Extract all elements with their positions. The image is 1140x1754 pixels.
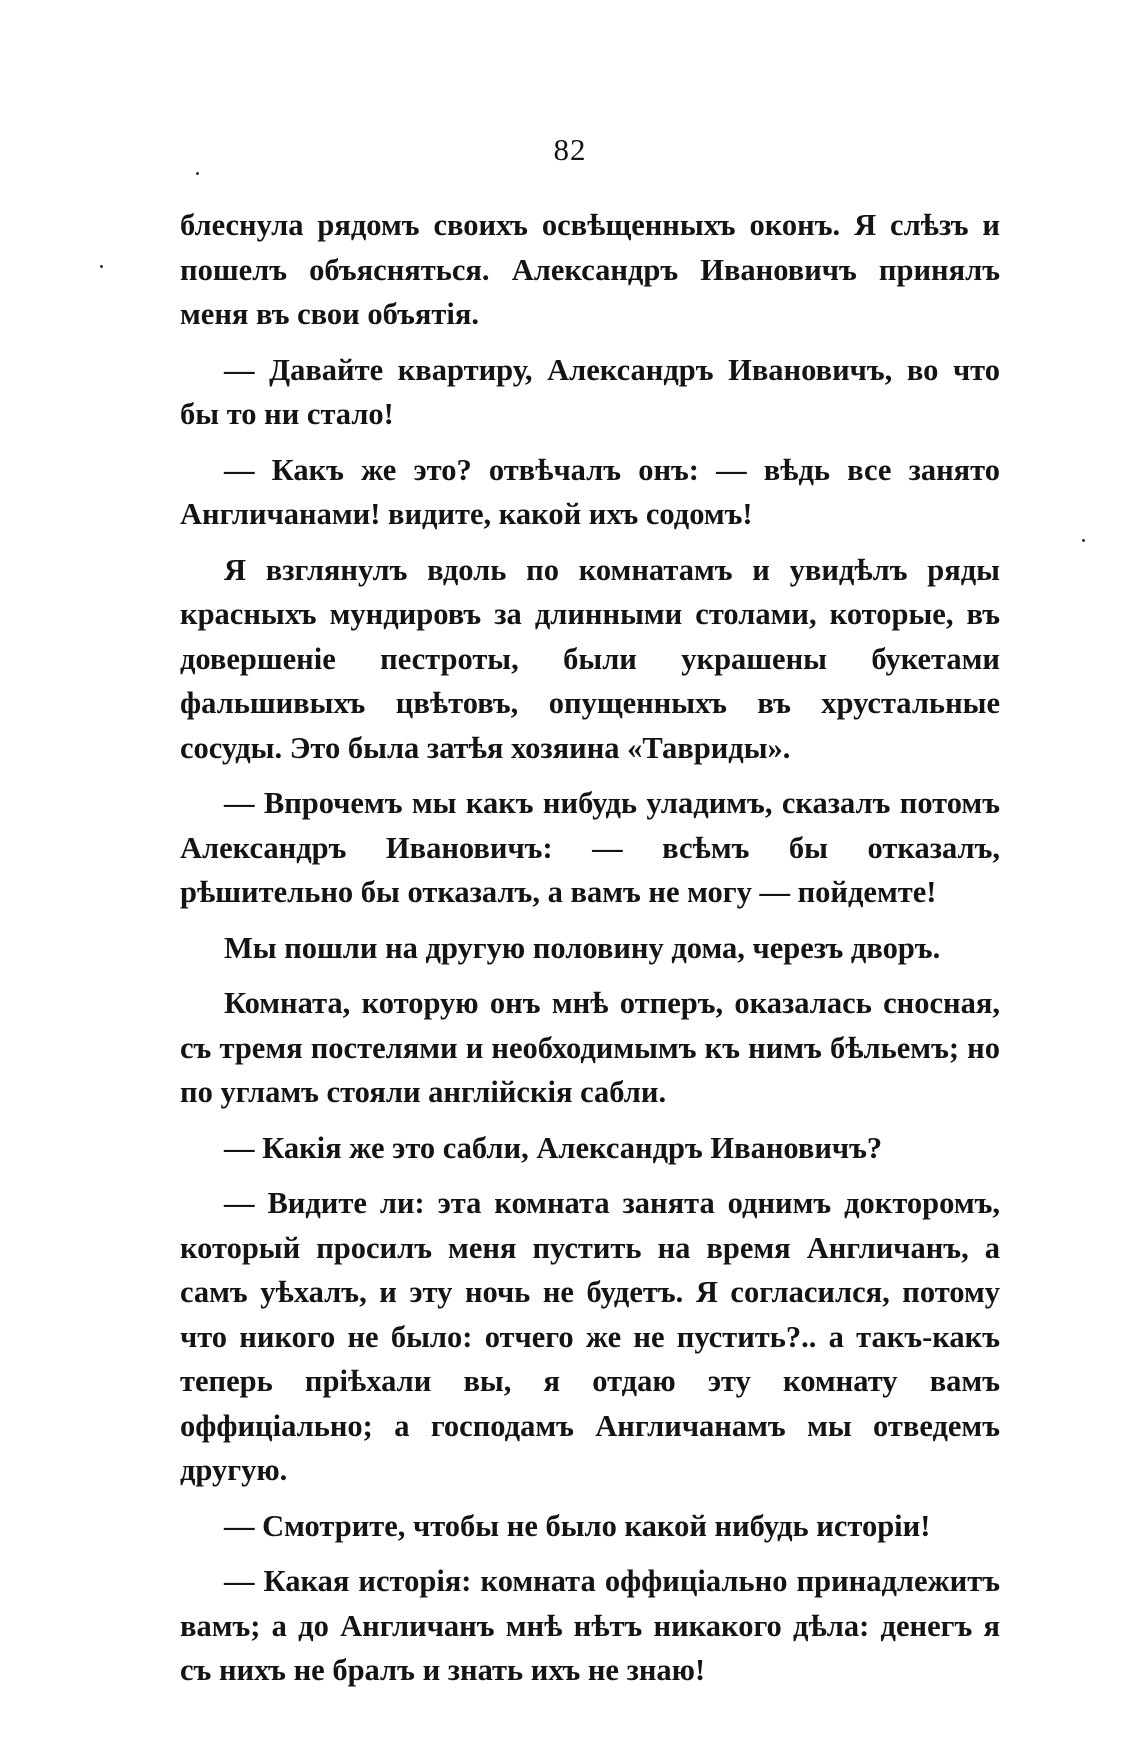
scan-speck [1082,539,1085,542]
paragraph-9: — Видите ли: эта комната занята однимъ докторомъ, который просилъ меня пустить на время Англичанъ, а самъ уѣхалъ, и эту ночь не будетъ. Я согласился, потому что никого не было: отчего же не пустить?.. а такъ-какъ теперь пріѣхали вы, я отдаю эту комнату вамъ оффиціально; а господамъ Англичанамъ мы отведемъ другую. [180,1186,1000,1487]
page-number: 82 [553,132,587,167]
paragraph-11: — Какая исторія: комната оффиціально принадлежитъ вамъ; а до Англичанъ мнѣ нѣтъ никакого дѣла: денегъ я съ нихъ не бралъ и знать ихъ не знаю! [180,1564,1000,1687]
paragraph-1: блеснула рядомъ своихъ освѣщенныхъ оконъ. Я слѣзъ и пошелъ объясняться. Александръ Ивановичъ принялъ меня въ свои объятія. [180,208,1000,331]
paragraph-6: Мы пошли на другую половину дома, черезъ дворъ. [224,930,941,965]
paragraph-7: Комната, которую онъ мнѣ отперъ, оказалась сносная, съ тремя постелями и необходимымъ къ нимъ бѣльемъ; но по угламъ стояли англійскія сабли. [180,986,1000,1109]
paragraph-8: — Какія же это сабли, Александръ Ивановичъ? [224,1130,883,1165]
paragraph-5: — Впрочемъ мы какъ нибудь уладимъ, сказалъ потомъ Александръ Ивановичъ: — всѣмъ бы отказалъ, рѣшительно бы отказалъ, а вамъ не могу — пойдемте! [180,786,1000,909]
body-text [180,203,1000,1704]
paragraph-2: — Давайте квартиру, Александръ Ивановичъ, во что бы то ни стало! [180,352,1000,431]
paragraph-4: Я взглянулъ вдоль по комнатамъ и увидѣлъ ряды красныхъ мундировъ за длинными столами, которые, въ довершеніе пестроты, были украшены букетами фальшивыхъ цвѣтовъ, опущенныхъ въ хрустальные сосуды. Это была затѣя хозяина «Тавриды». [180,552,1000,765]
scan-speck [196,172,199,175]
scan-speck [100,265,103,268]
paragraph-10: — Смотрите, чтобы не было какой нибудь исторіи! [224,1508,931,1543]
paragraph-3: — Какъ же это? отвѣчалъ онъ: — вѣдь все занято Англичанами! видите, какой ихъ содомъ! [180,452,1000,531]
